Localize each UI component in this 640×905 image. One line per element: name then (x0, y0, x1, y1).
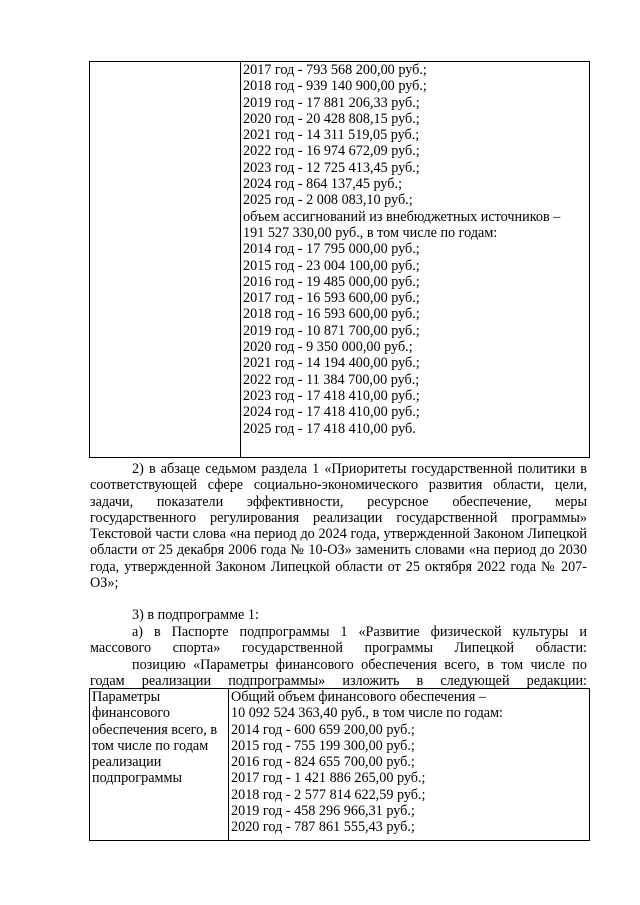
financing-line: 2018 год - 2 577 814 622,59 руб.; (231, 786, 426, 803)
paragraph-a: а) в Паспорте подпрограммы 1 «Развитие физической культуры и массового спорта» государственной программы Липецкой области: (90, 624, 587, 657)
financing-line: 2016 год - 824 655 700,00 руб.; (231, 754, 415, 771)
parameters-label-line: подпрограммы (92, 770, 182, 787)
financing-values-lines (231, 689, 587, 836)
funding-line: 2022 год - 11 384 700,00 руб.; (243, 371, 420, 388)
financing-line: 2020 год - 787 861 555,43 руб.; (231, 819, 415, 836)
funding-line: 2021 год - 14 311 519,05 руб.; (243, 127, 420, 144)
financing-values-cell (229, 689, 590, 841)
funding-lines-list (243, 62, 587, 437)
parameters-label-line: финансового (92, 705, 170, 722)
funding-line: 2025 год - 2 008 083,10 руб.; (243, 192, 413, 209)
funding-line: 191 527 330,00 руб., в том числе по годам: (243, 224, 498, 241)
funding-line: 2022 год - 16 974 672,09 руб.; (243, 143, 420, 160)
funding-line: 2023 год - 12 725 413,45 руб.; (243, 159, 420, 176)
funding-line: 2025 год - 17 418 410,00 руб. (243, 420, 416, 437)
funding-line: 2020 год - 9 350 000,00 руб.; (243, 339, 413, 356)
funding-line: объем ассигнований из внебюджетных источников – (243, 208, 561, 225)
financing-line: 2014 год - 600 659 200,00 руб.; (231, 721, 415, 738)
financing-line: 2017 год - 1 421 886 265,00 руб.; (231, 770, 426, 787)
funding-line: 2023 год - 17 418 410,00 руб.; (243, 387, 420, 404)
paragraph-3: 3) в подпрограмме 1: (132, 607, 259, 623)
financing-line: 10 092 524 363,40 руб., в том числе по годам: (231, 705, 503, 722)
paragraph-position: позицию «Параметры финансового обеспечения всего, в том числе по годам реализации подпрограммы» изложить в следующей редакции: (90, 657, 587, 690)
parameters-label-line: том числе по годам (92, 737, 209, 754)
parameters-label-line: Параметры (92, 689, 161, 705)
subprogram-financing-table (89, 688, 590, 841)
funding-line: 2021 год - 14 194 400,00 руб.; (243, 355, 420, 372)
parameters-label-line: обеспечения всего, в (92, 721, 218, 738)
paragraph-2: 2) в абзаце седьмом раздела 1 «Приоритеты государственной политики в соответствующей сфере социально-экономического развития области, цели, задачи, показатели эффективности, ресурсное обеспечение, меры государственного регулирования реализации государственной программы» Текстовой части слова «на период до 2024 года, утвержденной Законом Липецкой области от 25 декабря 2006 года № 10-ОЗ» заменить словами «на период до 2030 года, утвержденной Законом Липецкой области от 25 октября 2022 года № 207-ОЗ»; (90, 461, 587, 592)
funding-line: 2017 год - 793 568 200,00 руб.; (243, 62, 427, 78)
financing-table-continued (89, 61, 590, 458)
funding-line: 2018 год - 16 593 600,00 руб.; (243, 306, 420, 323)
financing-line: 2019 год - 458 296 966,31 руб.; (231, 803, 415, 820)
parameters-label-lines (92, 689, 226, 787)
funding-line: 2019 год - 10 871 700,00 руб.; (243, 322, 420, 339)
parameters-label-cell (90, 689, 229, 841)
financing-line: Общий объем финансового обеспечения – (231, 689, 487, 705)
funding-line: 2020 год - 20 428 808,15 руб.; (243, 110, 420, 127)
funding-line: 2014 год - 17 795 000,00 руб.; (243, 241, 420, 258)
funding-line: 2018 год - 939 140 900,00 руб.; (243, 78, 427, 95)
financing-line: 2015 год - 755 199 300,00 руб.; (231, 737, 415, 754)
parameters-label-line: реализации (92, 754, 162, 771)
table-left-cell-empty (90, 62, 241, 458)
funding-line: 2017 год - 16 593 600,00 руб.; (243, 290, 420, 307)
funding-line: 2015 год - 23 004 100,00 руб.; (243, 257, 420, 274)
funding-line: 2024 год - 864 137,45 руб.; (243, 176, 403, 193)
funding-line: 2016 год - 19 485 000,00 руб.; (243, 273, 420, 290)
funding-line: 2024 год - 17 418 410,00 руб.; (243, 404, 420, 421)
funding-line: 2019 год - 17 881 206,33 руб.; (243, 94, 420, 111)
table-right-cell-values (241, 62, 590, 458)
